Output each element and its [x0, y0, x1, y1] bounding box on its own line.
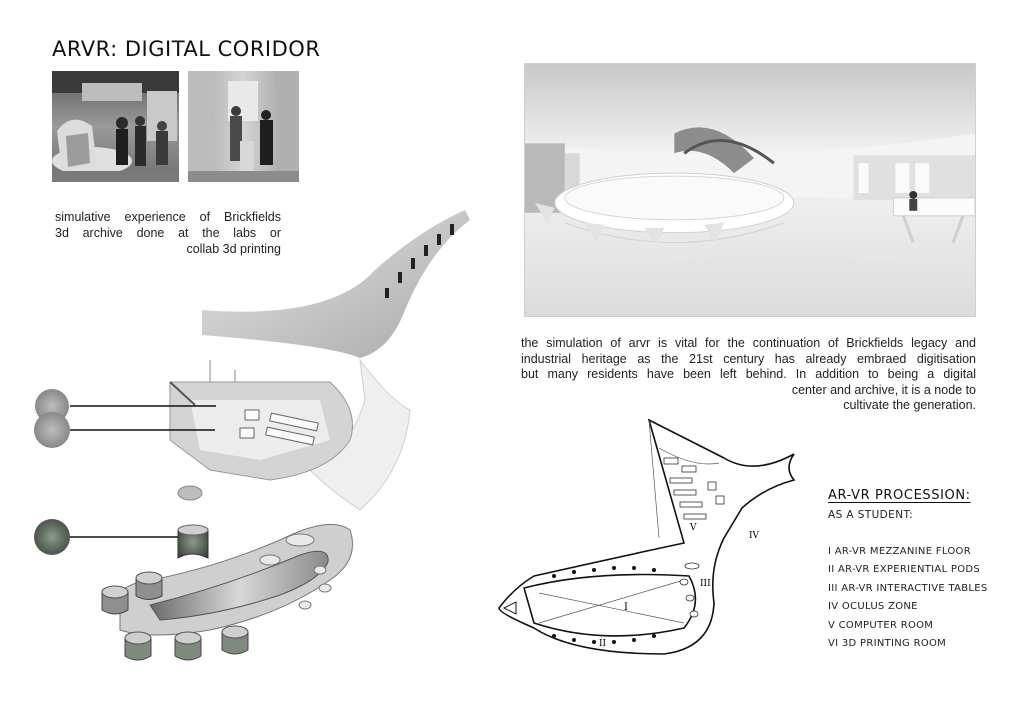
caption-right-line: the simulation of arvr is vital for the continuation of Brickfields legacy and: [521, 336, 976, 350]
legend-list: [828, 543, 998, 653]
legend-subtitle: AS A STUDENT:: [828, 509, 914, 521]
plan-label-i: I: [624, 602, 628, 613]
plan-label-iv: IV: [749, 531, 760, 541]
caption-right-line: but many residents have been left behind. In addition to being a digital: [521, 367, 976, 381]
legend-item: VI 3D PRINTING ROOM: [828, 638, 947, 650]
caption-right-line: cultivate the generation.: [843, 398, 976, 412]
caption-right-line: center and archive, it is a node to: [791, 382, 976, 397]
caption-right-line: industrial heritage as the 21st century has already embraed digitisation: [521, 351, 976, 366]
legend-item: I AR-VR MEZZANINE FLOOR: [828, 546, 971, 557]
floor-plan: [494, 418, 816, 658]
caption-left-line: 3d archive done at the labs or: [55, 226, 281, 240]
legend-item: II AR-VR EXPERIENTIAL PODS: [828, 564, 981, 576]
page-title: ARVR: DIGITAL CORIDOR: [52, 37, 321, 61]
legend-item: III AR-VR INTERACTIVE TABLES: [828, 582, 988, 594]
legend-title: AR-VR PROCESSION:: [828, 488, 971, 503]
plan-label-ii: II: [599, 639, 607, 649]
exploded-axonometric: [30, 210, 480, 680]
procession-legend: [828, 488, 998, 653]
interior-render: [524, 63, 976, 317]
photo-vr-chair: [52, 71, 179, 182]
plan-label-iii: III: [700, 579, 711, 589]
caption-left-line: collab 3d printing: [186, 242, 281, 256]
legend-item: V COMPUTER ROOM: [828, 619, 934, 631]
photo-vr-users: [188, 71, 299, 182]
caption-left-line: simulative experience of Brickfields: [55, 210, 281, 224]
caption-right: [521, 336, 976, 414]
plan-label-v: V: [690, 523, 697, 533]
legend-item: IV OCULUS ZONE: [828, 601, 918, 613]
